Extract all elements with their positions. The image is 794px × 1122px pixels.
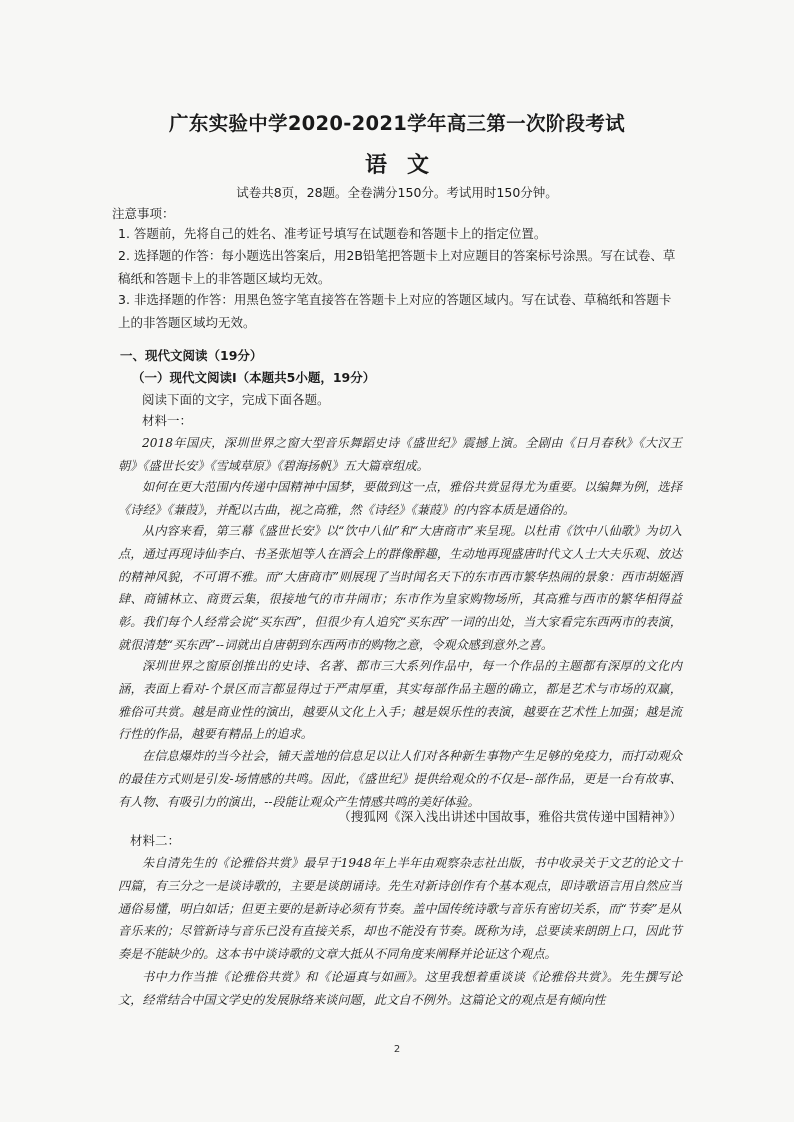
note-item-2: 2. 选择题的作答：每小题选出答案后，用2B铅笔把答题卡上对应题目的答案标号涂黑。写在试卷、草稿纸和答题卡上的非答题区域均无效。 xyxy=(118,248,676,286)
page-number: 2 xyxy=(393,1044,401,1055)
material2-label: 材料二： xyxy=(130,833,181,848)
material2-paragraph: 朱自清先生的《论雅俗共赏》最早于1948年上半年由观察杂志社出版，书中收录关于文艺的论文十四篇，有三分之一是谈诗歌的，主要是谈朗诵诗。先生对新诗创作有个基本观点，即诗歌语言用自然应当通俗易懂，明白如话；但更主要的是新诗必须有节奏。盖中国传统诗歌与音乐有密切关系，而“节奏”是从音乐来的；尽管新诗与音乐已没有直接关系，却也不能没有节奏。既称为诗，总要读来朗朗上口，因此节奏是不能缺少的。这本书中谈诗歌的文章大抵从不同角度来阐释并论证这个观点。 xyxy=(118,856,682,962)
note-item-3: 3. 非选择题的作答：用黑色签字笔直接答在答题卡上对应的答题区域内。写在试卷、草稿纸和答题卡上的非答题区域均无效。 xyxy=(118,292,672,330)
material2-paragraph: 书中力作当推《论雅俗共赏》和《论逼真与如画》。这里我想着重谈谈《论雅俗共赏》。先生撰写论文，经常结合中国文学史的发展脉络来谈问题，此文自不例外。这篇论文的观点是有倾向性 xyxy=(118,970,682,1007)
material1-paragraph: 从内容来看，第三幕《盛世长安》以“饮中八仙”和“大唐商市”来呈现。以杜甫《饮中八仙歌》为切入点，通过再现诗仙李白、书圣张旭等人在酒会上的群像醉趣，生动地再现盛唐时代文人士大夫乐观、放达的精神风貌，不可谓不雅。而“大唐商市”则展现了当时闻名天下的东市西市繁华热闹的景象：西市胡姬酒肆、商铺林立、商贾云集，很接地气的市井闹市；东市作为皇家购物场所，其高雅与西市的繁华相得益彰。我们每个人经常会说“买东西”，但很少有人追究“买东西”一词的出处，当大家看完东西两市的表演，就很清楚“买东西”--词就出自唐朝到东西两市的购物之意，令观众感到意外之喜。 xyxy=(118,524,682,652)
material1-label: 材料一： xyxy=(142,413,193,428)
notes-heading: 注意事项： xyxy=(112,206,175,221)
material1-paragraph: 如何在更大范围内传递中国精神中国梦，要做到这一点，雅俗共赏显得尤为重要。以编舞为例，选择《诗经》《蒹葭》，并配以古曲，视之高雅，然《诗经》《蒹葭》的内容本质是通俗的。 xyxy=(118,480,682,517)
note-item-1: 1. 答题前，先将自己的姓名、准考证号填写在试题卷和答题卡上的指定位置。 xyxy=(118,226,547,241)
material1-paragraph: 深圳世界之窗原创推出的史诗、名著、都市三大系列作品中，每一个作品的主题都有深厚的文化内涵，表面上看对-个景区而言都显得过于严肃厚重，其实每部作品主题的确立，都是艺术与市场的双赢，雅俗可共赏。越是商业性的演出，越要从文化上入手；越是娱乐性的表演，越要在艺术性上加强；越是流行性的作品，越要有精品上的追求。 xyxy=(118,659,682,742)
exam-info: 试卷共8页，28题。全卷满分150分。考试用时150分钟。 xyxy=(236,185,558,200)
material1-paragraph: 在信息爆炸的当今社会，铺天盖地的信息足以让人们对各种新生事物产生足够的免疫力，而打动观众的最佳方式则是引发-场情感的共鸣。因此，《盛世纪》提供给观众的不仅是--部作品，更是一台有故事、有人物、有吸引力的演出，--段能让观众产生情感共鸣的美好体验。 xyxy=(118,749,682,809)
section-instruction: 阅读下面的文字，完成下面各题。 xyxy=(142,392,330,407)
material1-paragraph: 2018年国庆，深圳世界之窗大型音乐舞蹈史诗《盛世纪》震撼上演。全剧由《日月春秋》《大汉王朝》《盛世长安》《雪域草原》《碧海扬帆》五大篇章组成。 xyxy=(118,436,682,473)
section-subheading: （一）现代文阅读Ⅰ（本题共5小题，19分） xyxy=(132,370,376,385)
subject-title: 语文 xyxy=(364,153,449,178)
material1-source: （搜狐网《深入浅出讲述中国故事，雅俗共赏传递中国精神》） xyxy=(338,809,682,824)
exam-title: 广东实验中学2020-2021学年高三第一次阶段考试 xyxy=(169,112,625,135)
section-heading: 一、现代文阅读（19分） xyxy=(120,348,263,363)
